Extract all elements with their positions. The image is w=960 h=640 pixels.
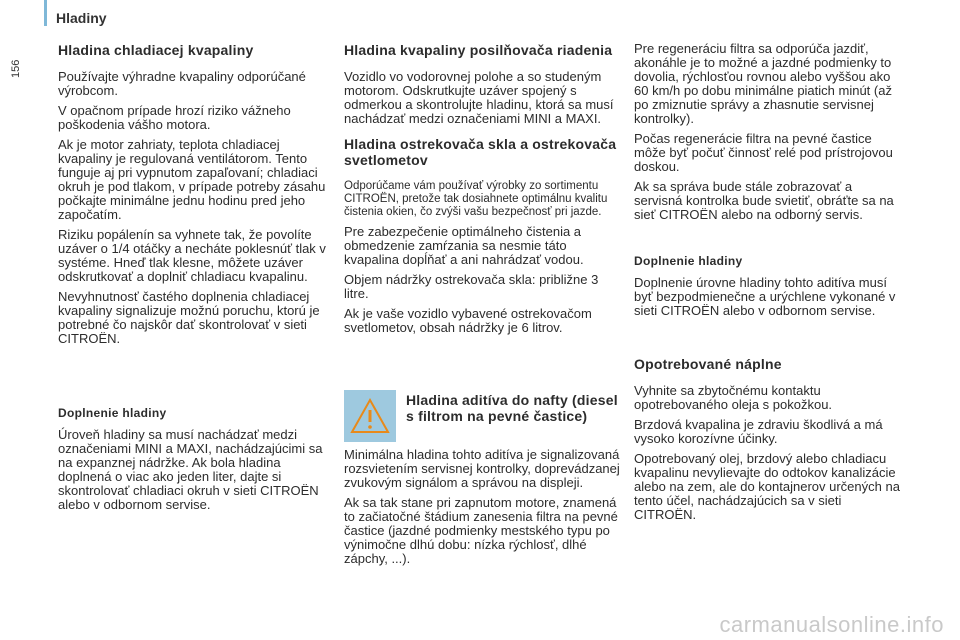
heading-power-steering-level: Hladina kvapaliny posilňovača riadenia (344, 42, 613, 58)
additive-section (344, 390, 620, 572)
paragraph: Doplnenie úrovne hladiny tohto aditíva musí byť bezpodmienečne a urýchlene vykonané v sieti CITROËN alebo v odbornom servise. (634, 275, 896, 318)
paragraph: Ak je motor zahriaty, teplota chladiacej kvapaliny je regulovaná ventilátorom. Tento funguje aj pri vypnutom zapaľovaní; chladiaci okruh je pod tlakom, v prípade potreby zásahu počkajte minimálne jednu hodinu pred jeho započatím. (58, 137, 326, 222)
paragraph: V opačnom prípade hrozí riziko vážneho poškodenia vášho motora. (58, 103, 291, 132)
page-number: 156 (10, 59, 22, 78)
additive-header (344, 390, 620, 442)
paragraph: Pre regeneráciu filtra sa odporúča jazdiť, akonáhle je to možné a jazdné podmienky to dovolia, rýchlosťou rovnou alebo vyššou ako 60 km/h po dobu minimálne piatich minút (až po zmiznutie správy a zhasnutie servisnej kontrolky). (634, 41, 892, 126)
paragraph: Ak je vaše vozidlo vybavené ostrekovačom svetlometov, obsah nádržky je 6 litrov. (344, 306, 592, 335)
paragraph: Objem nádržky ostrekovača skla: približne 3 litre. (344, 272, 599, 301)
section-color-bar (44, 0, 47, 26)
paragraph: Úroveň hladiny sa musí nachádzať medzi označeniami MINI a MAXI, nachádzajúcimi sa na expanznej nádržke. Ak bola hladina doplnená o viac ako jeden liter, dajte si skontrolovať chladiaci okruh v sieti CITROËN alebo v odbornom servise. (58, 427, 323, 512)
paragraph: Nevyhnutnosť častého doplnenia chladiacej kvapaliny signalizuje možnú poruchu, ktorú je potrebné čo najskôr dať skontrolovať v sieti CITROËN. (58, 289, 320, 346)
heading-washer-level: Hladina ostrekovača skla a ostrekovača svetlometov (344, 136, 617, 168)
paragraph: Počas regenerácie filtra na pevné častice môže byť počuť činnosť relé pod prístrojovou doskou. (634, 131, 893, 174)
paragraph: Ak sa správa bude stále zobrazovať a servisná kontrolka bude svietiť, obráťte sa na sieť CITROËN alebo na odborný servis. (634, 179, 894, 222)
column-coolant (58, 42, 326, 518)
heading-additive-refill: Doplnenie hladiny (634, 254, 743, 268)
watermark: carmanualsonline.info (719, 612, 944, 637)
column-steering-washer (344, 42, 620, 341)
heading-used-fluids: Opotrebované náplne (634, 356, 782, 372)
paragraph: Ak sa tak stane pri zapnutom motore, znamená to začiatočné štádium zanesenia filtra na pevné častice (jazdné podmienky mestského typu po výnimočne dlhú dobu: nízka rýchlosť, dlhé zápchy, ...). (344, 495, 618, 566)
warning-triangle-icon (344, 390, 396, 442)
paragraph: Brzdová kvapalina je zdraviu škodlivá a má vysoko korozívne účinky. (634, 417, 883, 446)
column-regeneration (634, 42, 902, 528)
paragraph: Riziku popálenín sa vyhnete tak, že povolíte uzáver o 1/4 otáčky a necháte poklesnúť tlak v systéme. Hneď tlak klesne, môžete uzáver odskrutkovať a doplniť chladiacu kvapalinu. (58, 227, 326, 284)
heading-coolant-level: Hladina chladiacej kvapaliny (58, 42, 254, 58)
paragraph: Vozidlo vo vodorovnej polohe a so studeným motorom. Odskrutkujte uzáver spojený s odmerkou a skontrolujte hladinu, ktorá sa musí nachádzať medzi označeniami MINI a MAXI. (344, 69, 614, 126)
paragraph: Opotrebovaný olej, brzdový alebo chladiacu kvapalinu nevylievajte do odtokov kanalizácie alebo na zem, ale do kontajnerov určených na tento účel, nachádzajúcich sa v sieti CITROËN. (634, 451, 900, 522)
paragraph: Minimálna hladina tohto aditíva je signalizovaná rozsvietením servisnej kontrolky, doprevádzanej zvukovým signálom a správou na displeji. (344, 447, 620, 490)
section-title: Hladiny (56, 10, 107, 26)
heading-diesel-additive-level: Hladina aditíva do nafty (diesel s filtrom na pevné častice) (406, 392, 618, 424)
paragraph: Vyhnite sa zbytočnému kontaktu opotrebovaného oleja s pokožkou. (634, 383, 833, 412)
paragraph: Odporúčame vám používať výrobky zo sortimentu CITROËN, pretože tak dosiahnete optimálnu kvalitu čistenia okien, čo zvýši vašu bezpečnosť pri jazde. (344, 180, 608, 218)
heading-coolant-refill: Doplnenie hladiny (58, 406, 167, 420)
paragraph: Pre zabezpečenie optimálneho čistenia a obmedzenie zamŕzania sa nesmie táto kvapalina dopĺňať a ani nahrádzať vodou. (344, 224, 584, 267)
paragraph: Používajte výhradne kvapaliny odporúčané výrobcom. (58, 69, 306, 98)
